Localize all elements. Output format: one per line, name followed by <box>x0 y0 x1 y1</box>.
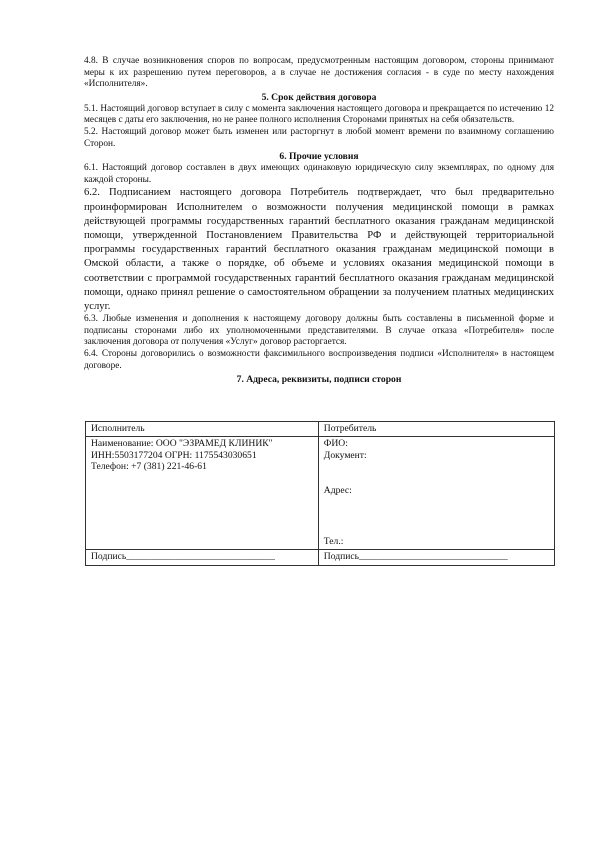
executor-name: Наименование: ООО "ЭЗРАМЕД КЛИНИК" <box>91 438 273 450</box>
clause-6-4: 6.4. Стороны договорились о возможности факсимильного воспроизведения подписи «Исполнителя» в настоящем договоре. <box>84 348 554 371</box>
clause-6-2: 6.2. Подписанием настоящего договора Потребитель подтверждает, что был предварительно проинформирован Исполнителем о возможности получения медицинской помощи в рамках действующей программы государственных гарантий бесплатного оказания гражданам медицинской помощи, утвержденной Постановлением Правительства РФ и действующей территориальной программы государственных гарантий бесплатного оказания гражданам медицинской помощи в Омской области, а также о порядке, об объеме и условиях оказания медицинской помощи в соответствии с программой государственных гарантий бесплатного оказания гражданам медицинской помощи, однако принял решение о самостоятельном обращении за получением платных медицинских услуг. <box>84 187 554 312</box>
signature-table-body-row <box>86 437 555 550</box>
spacer <box>324 497 549 536</box>
consumer-header: Потребитель <box>318 422 554 437</box>
signature-table-header-row <box>86 422 555 437</box>
consumer-details <box>318 437 554 550</box>
consumer-document-label: Документ: <box>323 449 367 461</box>
consumer-tel-label: Тел.: <box>323 535 344 547</box>
executor-ids: ИНН:5503177204 ОГРН: 1175543030651 <box>91 449 257 461</box>
consumer-address-label: Адрес: <box>323 485 352 497</box>
contract-page <box>84 56 554 386</box>
clause-6-3: 6.3. Любые изменения и дополнения к настоящему договору должны быть составлены в письменной форме и подписаны сторонами либо их уполномоченными представителями. В случае отказа «Потребителя» после заключения договора от получения «Услуг» договор расторгается. <box>84 314 554 348</box>
clause-6-1: 6.1. Настоящий договор составлен в двух имеющих одинаковую юридическую силу экземплярах, по одному для каждой стороны. <box>84 163 554 185</box>
clause-5-1: 5.1. Настоящий договор вступает в силу с момента заключения настоящего договора и прекращается по истечению 12 месяцев с даты его заключения, но не ранее полного исполнения Сторонами принятых на себя обязательств. <box>84 103 554 126</box>
clause-4-8: 4.8. В случае возникновения споров по вопросам, предусмотренным настоящим договором, стороны принимают меры к их разрешению путем переговоров, а в случае не достижения согласия - в суде по месту нахождения «Исполнителя». <box>84 56 554 90</box>
section-6-title: 6. Прочие условия <box>279 151 359 163</box>
signature-table <box>85 421 555 566</box>
spacer <box>324 461 549 485</box>
consumer-signature-line: Подпись_______________________________ <box>318 550 554 565</box>
executor-header: Исполнитель <box>86 422 319 437</box>
executor-signature-line: Подпись_______________________________ <box>86 550 319 565</box>
signature-row <box>86 550 555 565</box>
section-5-title: 5. Срок действия договора <box>261 91 377 103</box>
clause-5-2: 5.2. Настоящий договор может быть изменен или расторгнут в любой момент времени по взаимному соглашению Сторон. <box>84 126 554 149</box>
executor-details <box>86 437 319 550</box>
executor-phone: Телефон: +7 (381) 221-46-61 <box>91 461 207 473</box>
consumer-fio-label: ФИО: <box>323 438 348 450</box>
section-7-title: 7. Адреса, реквизиты, подписи сторон <box>236 374 402 386</box>
